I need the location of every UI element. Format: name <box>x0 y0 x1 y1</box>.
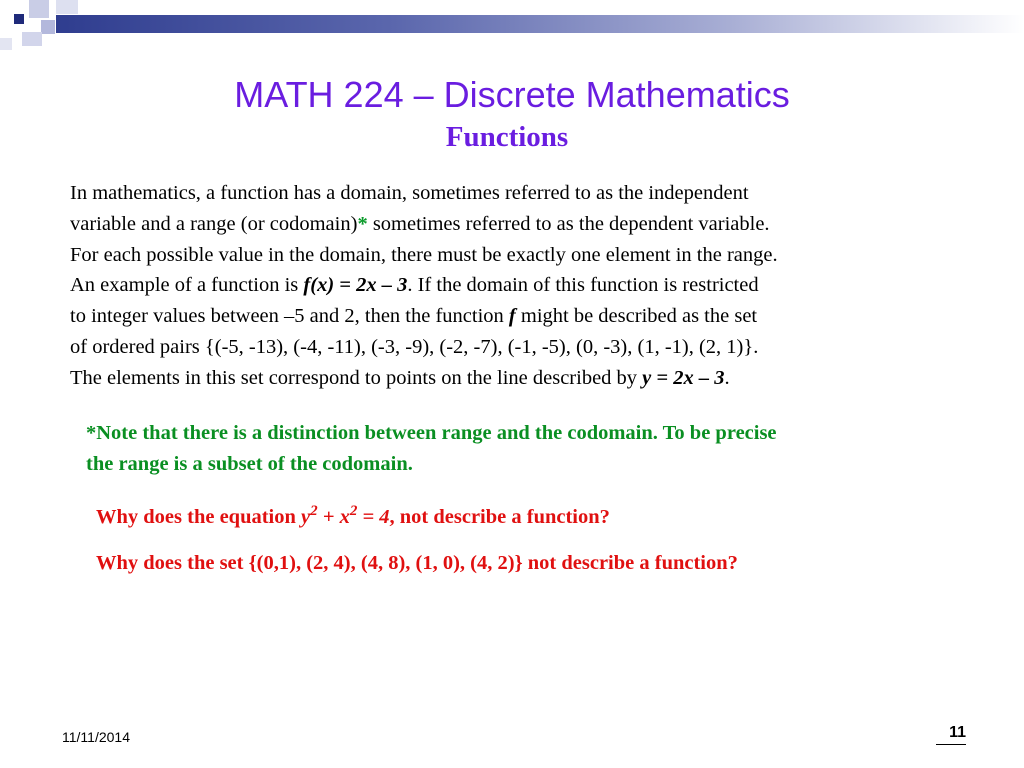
slide-subtitle: Functions <box>445 121 569 153</box>
page-number-underline <box>936 744 966 745</box>
body-line: of ordered pairs {(-5, -13), (-4, -11), (-3, -9), (-2, -7), (-1, -5), (0, -3), (1, -1), (2, 1)}. <box>70 335 759 358</box>
body-text: . If the domain of this function is restricted <box>407 274 759 297</box>
function-expression: f(x) = 2x – 3 <box>303 274 408 297</box>
body-line: In mathematics, a function has a domain, sometimes referred to as the independent <box>70 182 749 204</box>
decorative-square <box>56 0 78 14</box>
question-text: , not describe a function? <box>389 506 610 528</box>
body-text: An example of a function is <box>70 274 304 297</box>
body-line: For each possible value in the domain, there must be exactly one element in the range. <box>70 243 778 266</box>
function-symbol: f <box>508 305 516 328</box>
body-text: sometimes referred to as the dependent variable. <box>367 212 770 235</box>
slide-title: MATH 224 – Discrete Mathematics <box>234 74 790 115</box>
equation-equals: = 4 <box>357 506 390 528</box>
decorative-square <box>22 32 42 46</box>
equation-exponent: 2 <box>349 503 358 520</box>
equation-plus: + <box>317 506 340 528</box>
equation-var-x: x <box>339 506 350 528</box>
footnote-star: * <box>357 212 368 235</box>
note-line: *Note that there is a distinction between range and the codomain. To be precise <box>86 422 777 444</box>
body-text: . <box>724 366 730 389</box>
body-line <box>70 270 970 301</box>
body-line <box>70 301 970 332</box>
question-2: Why does the set {(0,1), (2, 4), (4, 8), (1, 0), (4, 2)} not describe a function? <box>96 552 738 574</box>
body-line <box>70 363 970 394</box>
decorative-square <box>41 20 55 34</box>
body-text: to integer values between –5 and 2, then the function <box>70 305 509 328</box>
codomain-note <box>86 418 986 480</box>
equation-exponent: 2 <box>310 503 318 520</box>
note-line: the range is a subset of the codomain. <box>86 453 413 475</box>
body-line <box>70 209 970 240</box>
body-paragraph <box>70 178 970 394</box>
equation-var-y: y <box>301 506 311 528</box>
footer-date: 11/11/2014 <box>62 729 130 745</box>
page-number: 11 <box>949 724 966 741</box>
body-text: variable and a range (or codomain) <box>70 212 358 235</box>
header-gradient-bar <box>56 15 1024 33</box>
decorative-square <box>29 0 49 18</box>
question-text: Why does the equation <box>96 506 302 528</box>
decorative-square <box>0 38 12 50</box>
body-text: might be described as the set <box>515 305 758 328</box>
decorative-square <box>14 14 24 24</box>
body-text: The elements in this set correspond to points on the line described by <box>70 366 643 389</box>
question-1 <box>96 500 996 534</box>
line-expression: y = 2x – 3 <box>642 366 725 389</box>
